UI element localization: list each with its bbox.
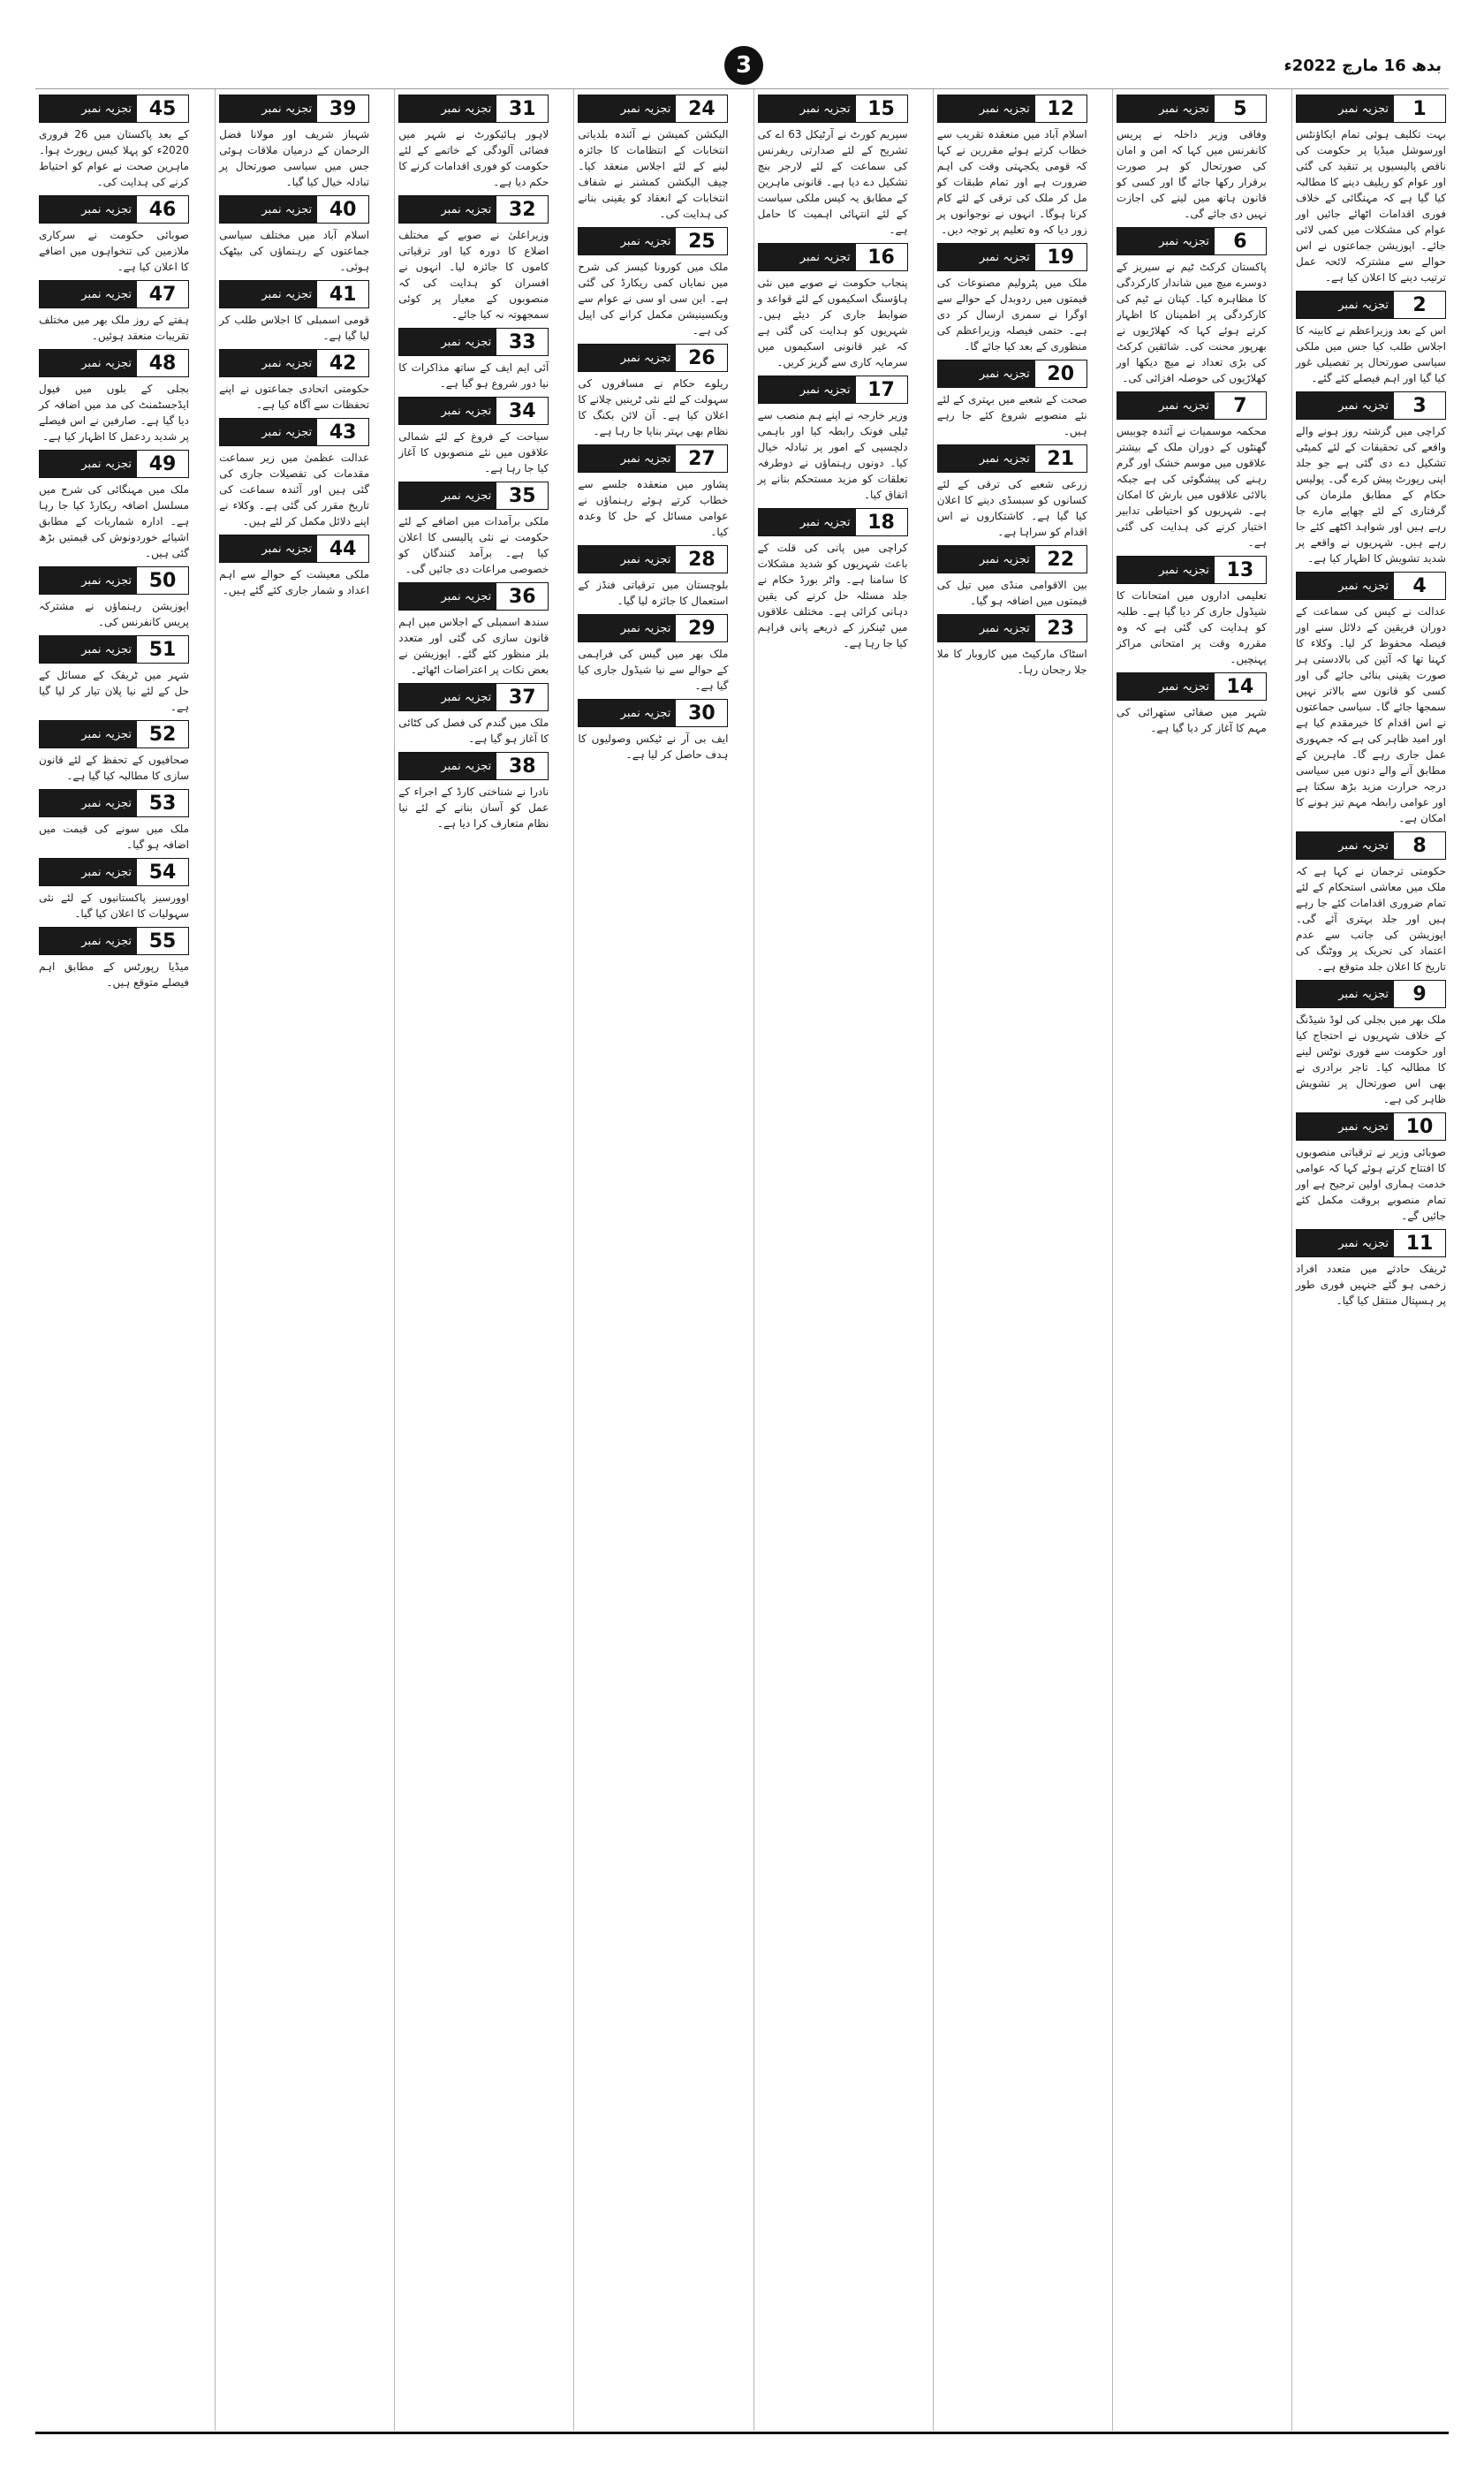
item-number: 49 <box>137 451 188 477</box>
news-item <box>578 699 728 763</box>
item-header <box>758 243 908 271</box>
item-number: 4 <box>1394 573 1445 599</box>
item-body: ملک بھر میں گیس کی فراہمی کے حوالے سے نیا شیڈول جاری کیا گیا ہے۔ <box>578 648 729 692</box>
item-number: 40 <box>317 196 368 223</box>
news-item <box>1296 572 1446 826</box>
item-number: 44 <box>317 535 368 562</box>
news-item <box>219 280 369 344</box>
item-label: تجزیہ نمبر <box>759 244 856 270</box>
item-label: تجزیہ نمبر <box>1297 95 1394 122</box>
item-body: حکومتی اتحادی جماعتوں نے اپنے تحفظات سے آگاہ کیا ہے۔ <box>219 383 370 411</box>
item-body: بلوچستان میں ترقیاتی فنڈز کے استعمال کا جائزہ لیا گیا۔ <box>578 579 729 607</box>
news-item <box>1296 291 1446 386</box>
item-body: ملکی برآمدات میں اضافے کے لئے حکومت نے نئی پالیسی کا اعلان کیا ہے۔ برآمد کنندگان کو خصوصی مراعات دی جائیں گی۔ <box>398 515 549 575</box>
item-label: تجزیہ نمبر <box>1117 228 1215 254</box>
item-number: 42 <box>317 350 368 376</box>
item-number: 9 <box>1394 981 1445 1007</box>
item-body: صوبائی وزیر نے ترقیاتی منصوبوں کا افتتاح کرتے ہوئے کہا کہ عوامی خدمت ہماری اولین ترجیح ہے اور تمام منصوبے بروقت مکمل کئے جائیں گے۔ <box>1296 1146 1446 1222</box>
item-header <box>1296 572 1446 600</box>
item-body: اسلام آباد میں مختلف سیاسی جماعتوں کے رہنماؤں کی بیٹھک ہوئی۔ <box>219 229 370 273</box>
item-number: 41 <box>317 281 368 307</box>
item-header <box>578 545 728 573</box>
column-6 <box>394 89 552 2431</box>
item-number: 34 <box>496 398 548 424</box>
item-header <box>39 195 189 224</box>
item-body: صحت کے شعبے میں بہتری کے لئے نئے منصوبے شروع کئے جا رہے ہیں۔ <box>936 393 1087 437</box>
item-label: تجزیہ نمبر <box>399 329 496 355</box>
item-body: اس کے بعد وزیراعظم نے کابینہ کا اجلاس طلب کیا جس میں ملکی سیاسی صورتحال پر تفصیلی غور کیا گیا اور اہم فیصلے کئے گئے۔ <box>1296 324 1446 384</box>
item-header <box>1117 95 1267 123</box>
news-item <box>758 508 908 651</box>
item-header <box>398 482 549 510</box>
news-item <box>1117 556 1267 667</box>
item-label: تجزیہ نمبر <box>40 95 137 122</box>
edition-date: بدھ 16 مارچ 2022ء <box>1283 57 1442 75</box>
item-number: 52 <box>137 721 188 748</box>
item-label: تجزیہ نمبر <box>1297 292 1394 318</box>
item-label: تجزیہ نمبر <box>399 95 496 122</box>
column-7 <box>215 89 373 2431</box>
item-label: تجزیہ نمبر <box>399 684 496 710</box>
news-item <box>1117 672 1267 736</box>
item-label: تجزیہ نمبر <box>40 196 137 223</box>
item-header <box>578 227 728 255</box>
item-header <box>937 95 1087 123</box>
newspaper-page <box>35 88 1449 2431</box>
news-item <box>39 95 189 190</box>
item-header <box>398 95 549 123</box>
item-number: 13 <box>1215 557 1266 583</box>
item-body: شہر میں ٹریفک کے مسائل کے حل کے لئے نیا پلان تیار کر لیا گیا ہے۔ <box>39 669 189 713</box>
item-header <box>39 720 189 748</box>
item-number: 26 <box>676 345 727 371</box>
item-number: 15 <box>856 95 907 122</box>
item-number: 28 <box>676 546 727 573</box>
news-item <box>39 195 189 275</box>
item-label: تجزیہ نمبر <box>938 95 1035 122</box>
news-item <box>398 195 549 323</box>
news-item <box>398 752 549 831</box>
news-item <box>937 614 1087 678</box>
news-item <box>39 349 189 444</box>
news-item <box>578 614 728 694</box>
news-item <box>39 927 189 990</box>
item-body: ملکی معیشت کے حوالے سے اہم اعداد و شمار جاری کئے گئے ہیں۔ <box>219 568 370 596</box>
item-body: ملک میں پٹرولیم مصنوعات کی قیمتوں میں ردوبدل کے حوالے سے اوگرا نے سمری ارسال کر دی ہے۔ حتمی فیصلہ وزیراعظم کی منظوری کے بعد کیا جائے گا۔ <box>936 277 1087 353</box>
item-body: ملک میں گندم کی فصل کی کٹائی کا آغاز ہو گیا ہے۔ <box>398 717 549 745</box>
item-body: محکمہ موسمیات نے آئندہ چوبیس گھنٹوں کے دوران ملک کے بیشتر علاقوں میں موسم خشک اور گرم رہنے کی پیشگوئی کی ہے جبکہ بالائی علاقوں میں بارش کا امکان ہے۔ شہریوں کو احتیاطی تدابیر اختیار کرنے کی ہدایت کی گئی ہے۔ <box>1116 425 1267 549</box>
item-number: 54 <box>137 859 188 885</box>
item-header <box>219 95 369 123</box>
item-body: ملک بھر میں بجلی کی لوڈ شیڈنگ کے خلاف شہریوں نے احتجاج کیا اور حکومت سے فوری نوٹس لینے کا مطالبہ کیا۔ تاجر برادری نے بھی اس صورتحال پر تشویش ظاہر کی ہے۔ <box>1296 1013 1446 1105</box>
item-body: پنجاب حکومت نے صوبے میں نئی ہاؤسنگ اسکیموں کے لئے قواعد و ضوابط جاری کر دیئے ہیں۔ شہریوں کو ہدایت کی گئی ہے کہ غیر قانونی اسکیموں میں سرمایہ کاری سے گریز کریں۔ <box>757 277 908 368</box>
item-body: صوبائی حکومت نے سرکاری ملازمین کی تنخواہوں میں اضافے کا اعلان کیا ہے۔ <box>39 229 189 273</box>
item-body: ہفتے کے روز ملک بھر میں مختلف تقریبات منعقد ہوئیں۔ <box>39 314 189 342</box>
item-body: ملک میں سونے کی قیمت میں اضافہ ہو گیا۔ <box>39 823 189 851</box>
item-body: زرعی شعبے کی ترقی کے لئے کسانوں کو سبسڈی دینے کا اعلان کیا گیا ہے۔ کاشتکاروں نے اس اقدام کو سراہا ہے۔ <box>936 478 1087 538</box>
item-header <box>39 635 189 664</box>
item-number: 22 <box>1035 546 1086 573</box>
item-label: تجزیہ نمبر <box>938 615 1035 641</box>
news-item <box>219 95 369 190</box>
item-body: اپوزیشن رہنماؤں نے مشترکہ پریس کانفرنس کی۔ <box>39 600 189 628</box>
item-label: تجزیہ نمبر <box>579 615 676 641</box>
news-item <box>1296 831 1446 975</box>
item-label: تجزیہ نمبر <box>220 196 317 223</box>
news-item <box>1296 391 1446 566</box>
item-number: 8 <box>1394 832 1445 859</box>
item-body: پاکستان کرکٹ ٹیم نے سیریز کے دوسرے میچ میں شاندار کارکردگی کا مظاہرہ کیا۔ کپتان نے ٹیم کی کارکردگی پر اطمینان کا اظہار کرتے ہوئے کہا کہ کھلاڑیوں نے بھرپور محنت کی۔ شائقین کرکٹ کی بڑی تعداد نے میچ دیکھا اور کھلاڑیوں کی حوصلہ افزائی کی۔ <box>1116 261 1267 384</box>
item-header <box>1117 227 1267 255</box>
item-number: 14 <box>1215 673 1266 700</box>
item-number: 38 <box>496 753 548 779</box>
item-header <box>1296 980 1446 1008</box>
item-header <box>39 450 189 478</box>
news-item <box>39 789 189 853</box>
news-item <box>1296 980 1446 1107</box>
news-item <box>758 376 908 503</box>
item-body: اسلام آباد میں منعقدہ تقریب سے خطاب کرتے ہوئے مقررین نے کہا کہ قومی یکجہتی وقت کی اہم ضرورت ہے اور تمام طبقات کو مل کر ملک کی ترقی کے لئے کام کرنا ہوگا۔ انہوں نے نوجوانوں پر زور دیا کہ وہ تعلیم پر توجہ دیں۔ <box>936 128 1087 236</box>
item-header <box>1117 391 1267 420</box>
item-number: 47 <box>137 281 188 307</box>
news-item <box>1296 1229 1446 1309</box>
news-item <box>578 545 728 609</box>
item-body: اسٹاک مارکیٹ میں کاروبار کا ملا جلا رجحان رہا۔ <box>936 648 1087 676</box>
item-header <box>219 418 369 446</box>
item-label: تجزیہ نمبر <box>579 700 676 726</box>
item-body: قومی اسمبلی کا اجلاس طلب کر لیا گیا ہے۔ <box>219 314 370 342</box>
news-item <box>758 243 908 370</box>
item-label: تجزیہ نمبر <box>399 196 496 223</box>
item-label: تجزیہ نمبر <box>759 95 856 122</box>
item-number: 16 <box>856 244 907 270</box>
bottom-rule <box>35 2432 1449 2434</box>
item-label: تجزیہ نمبر <box>40 721 137 748</box>
news-item <box>398 482 549 577</box>
item-number: 7 <box>1215 392 1266 419</box>
item-label: تجزیہ نمبر <box>1117 95 1215 122</box>
item-number: 33 <box>496 329 548 355</box>
news-item <box>578 444 728 540</box>
item-header <box>398 195 549 224</box>
news-item <box>758 95 908 238</box>
item-number: 39 <box>317 95 368 122</box>
item-number: 55 <box>137 928 188 954</box>
item-number: 3 <box>1394 392 1445 419</box>
item-label: تجزیہ نمبر <box>579 228 676 254</box>
item-header <box>219 280 369 308</box>
item-header <box>398 582 549 611</box>
item-number: 43 <box>317 419 368 445</box>
item-label: تجزیہ نمبر <box>938 244 1035 270</box>
item-body: الیکشن کمیشن نے آئندہ بلدیاتی انتخابات کے انتظامات کا جائزہ لینے کے لئے اجلاس منعقد کیا۔ چیف الیکشن کمشنر نے شفاف انتخابات کے انعقاد کو یقینی بنانے کی ہدایت کی۔ <box>578 128 729 220</box>
news-item <box>398 95 549 190</box>
news-item <box>937 545 1087 609</box>
news-item <box>398 582 549 678</box>
item-label: تجزیہ نمبر <box>938 445 1035 472</box>
item-body: اوورسیز پاکستانیوں کے لئے نئی سہولیات کا اعلان کیا گیا۔ <box>39 892 189 920</box>
news-item <box>219 418 369 529</box>
item-number: 35 <box>496 482 548 509</box>
item-number: 12 <box>1035 95 1086 122</box>
item-number: 17 <box>856 376 907 403</box>
item-body: صحافیوں کے تحفظ کے لئے قانون سازی کا مطالبہ کیا گیا ہے۔ <box>39 754 189 782</box>
item-label: تجزیہ نمبر <box>938 546 1035 573</box>
item-number: 36 <box>496 583 548 610</box>
item-body: کراچی میں گزشتہ روز ہونے والے واقعے کی تحقیقات کے لئے کمیٹی تشکیل دے دی گئی ہے جو جلد اپنی رپورٹ پیش کرے گی۔ پولیس حکام کے مطابق ملزمان کی گرفتاری کے لئے چھاپے مارے جا رہے ہیں اور شواہد اکٹھے کئے جا رہے ہیں۔ شہریوں نے واقعے پر شدید تشویش کا اظہار کیا ہے۔ <box>1296 425 1446 565</box>
item-label: تجزیہ نمبر <box>1297 573 1394 599</box>
news-item <box>1117 227 1267 386</box>
item-header <box>578 95 728 123</box>
item-header <box>219 195 369 224</box>
item-header <box>219 535 369 563</box>
item-header <box>937 614 1087 642</box>
item-header <box>39 789 189 817</box>
item-body: ملک میں کورونا کیسز کی شرح میں نمایاں کمی ریکارڈ کی گئی ہے۔ این سی او سی نے عوام سے ویکسینیشن مکمل کرانے کی اپیل کی ہے۔ <box>578 261 729 337</box>
column-1 <box>1291 89 1450 2431</box>
item-number: 10 <box>1394 1113 1445 1140</box>
news-item <box>1296 95 1446 285</box>
item-label: تجزیہ نمبر <box>220 350 317 376</box>
item-number: 6 <box>1215 228 1266 254</box>
column-8 <box>35 89 193 2431</box>
item-body: ٹریفک حادثے میں متعدد افراد زخمی ہو گئے جنہیں فوری طور پر ہسپتال منتقل کیا گیا۔ <box>1296 1263 1446 1307</box>
item-label: تجزیہ نمبر <box>399 398 496 424</box>
item-number: 48 <box>137 350 188 376</box>
item-header <box>39 349 189 377</box>
item-body: ریلوے حکام نے مسافروں کی سہولت کے لئے نئی ٹرینیں چلانے کا اعلان کیا ہے۔ آن لائن بکنگ کا نظام بھی بہتر بنایا جا رہا ہے۔ <box>578 377 729 437</box>
item-number: 19 <box>1035 244 1086 270</box>
item-body: کراچی میں پانی کی قلت کے باعث شہریوں کو شدید مشکلات کا سامنا ہے۔ واٹر بورڈ حکام نے جلد مسئلہ حل کرنے کی یقین دہانی کرائی ہے۔ مختلف علاقوں میں ٹینکرز کے ذریعے پانی فراہم کیا جا رہا ہے۔ <box>757 542 908 649</box>
news-item <box>1296 1112 1446 1224</box>
item-body: وزیر خارجہ نے اپنے ہم منصب سے ٹیلی فونک رابطہ کیا اور باہمی دلچسپی کے امور پر تبادلہ خیال کیا۔ دونوں رہنماؤں نے دوطرفہ تعلقات کو مزید مستحکم بنانے پر اتفاق کیا۔ <box>757 409 908 501</box>
column-4 <box>753 89 912 2431</box>
item-label: تجزیہ نمبر <box>220 419 317 445</box>
news-item <box>937 444 1087 540</box>
news-item <box>39 720 189 784</box>
item-body: تعلیمی اداروں میں امتحانات کا شیڈول جاری کر دیا گیا ہے۔ طلبہ کو ہدایت کی گئی ہے کہ وہ مقررہ وقت پر امتحانی مراکز پہنچیں۔ <box>1116 589 1267 665</box>
item-label: تجزیہ نمبر <box>759 509 856 535</box>
item-body: عدالت عظمیٰ میں زیر سماعت مقدمات کی تفصیلات جاری کی گئی ہیں اور آئندہ سماعت کی تاریخ مقرر کی گئی ہے۔ وکلاء نے اپنے دلائل مکمل کر لئے ہیں۔ <box>219 452 370 527</box>
item-header <box>578 699 728 727</box>
item-label: تجزیہ نمبر <box>220 95 317 122</box>
item-number: 21 <box>1035 445 1086 472</box>
item-header <box>1296 1112 1446 1141</box>
item-header <box>398 397 549 425</box>
item-header <box>758 376 908 404</box>
column-3 <box>933 89 1091 2431</box>
item-label: تجزیہ نمبر <box>1117 673 1215 700</box>
item-header <box>39 566 189 595</box>
item-label: تجزیہ نمبر <box>1117 557 1215 583</box>
item-header <box>758 508 908 536</box>
item-label: تجزیہ نمبر <box>399 583 496 610</box>
item-header <box>1117 672 1267 701</box>
news-item <box>39 450 189 561</box>
item-body: ایف بی آر نے ٹیکس وصولیوں کا ہدف حاصل کر لیا ہے۔ <box>578 732 729 761</box>
item-number: 5 <box>1215 95 1266 122</box>
item-label: تجزیہ نمبر <box>40 567 137 594</box>
item-body: سندھ اسمبلی کے اجلاس میں اہم قانون سازی کی گئی اور متعدد بلز منظور کئے گئے۔ اپوزیشن نے بعض نکات پر اعتراضات اٹھائے۔ <box>398 616 549 676</box>
news-item <box>1117 391 1267 550</box>
item-number: 1 <box>1394 95 1445 122</box>
item-label: تجزیہ نمبر <box>40 859 137 885</box>
item-body: بہت تکلیف ہوئی تمام ایکاؤنٹس اورسوشل میڈیا پر حکومت کی ناقص پالیسیوں پر تنقید کی گئی اور عوام کو ریلیف دینے کا مطالبہ کیا گیا ہے کہ مہنگائی کے خلاف فوری اقدامات اٹھائے جائیں اور عوام کی مشکلات میں کمی لائی جائے۔ اپوزیشن جماعتوں نے اس حوالے سے مشترکہ لائحہ عمل ترتیب دینے کا اعلان کیا ہے۔ <box>1296 128 1446 284</box>
item-label: تجزیہ نمبر <box>579 445 676 472</box>
item-label: تجزیہ نمبر <box>938 360 1035 387</box>
news-item <box>219 349 369 413</box>
news-item <box>937 360 1087 439</box>
item-body: بجلی کے بلوں میں فیول ایڈجسٹمنٹ کی مد میں اضافہ کر دیا گیا ہے۔ صارفین نے اس فیصلے پر شدید ردعمل کا اظہار کیا ہے۔ <box>39 383 189 443</box>
item-header <box>39 280 189 308</box>
item-number: 37 <box>496 684 548 710</box>
page-number-badge: 3 <box>724 46 763 85</box>
item-body: ملک میں مہنگائی کی شرح میں مسلسل اضافہ ریکارڈ کیا جا رہا ہے۔ ادارہ شماریات کے مطابق اشیائے خوردونوش کی قیمتیں بڑھ گئی ہیں۔ <box>39 483 189 559</box>
item-number: 30 <box>676 700 727 726</box>
item-number: 32 <box>496 196 548 223</box>
item-body: وفاقی وزیر داخلہ نے پریس کانفرنس میں کہا کہ امن و امان کی صورتحال کو ہر صورت برقرار رکھا جائے گا اور کسی کو قانون ہاتھ میں لینے کی اجازت نہیں دی جائے گی۔ <box>1116 128 1267 220</box>
item-label: تجزیہ نمبر <box>1297 981 1394 1007</box>
item-body: سیاحت کے فروغ کے لئے شمالی علاقوں میں نئے منصوبوں کا آغاز کیا جا رہا ہے۔ <box>398 430 549 474</box>
item-label: تجزیہ نمبر <box>40 350 137 376</box>
item-label: تجزیہ نمبر <box>220 281 317 307</box>
item-body: آئی ایم ایف کے ساتھ مذاکرات کا نیا دور شروع ہو گیا ہے۔ <box>398 361 549 390</box>
item-body: عدالت نے کیس کی سماعت کے دوران فریقین کے دلائل سنے اور فیصلہ محفوظ کر لیا۔ وکلاء کا کہنا تھا کہ آئین کی بالادستی ہر صورت یقینی بنائی جائے گی اور کسی کو قانون سے بالاتر نہیں سمجھا جائے گا۔ سیاسی جماعتوں نے اس اقدام کا خیرمقدم کیا ہے اور امید ظاہر کی ہے کہ جمہوری عمل جاری رہے گا۔ ماہرین کے مطابق آنے والے دنوں میں سیاسی درجہ حرارت مزید بڑھ سکتا ہے اور عوامی رابطہ مہم تیز ہونے کا امکان ہے۔ <box>1296 605 1446 824</box>
item-number: 23 <box>1035 615 1086 641</box>
item-number: 46 <box>137 196 188 223</box>
item-header <box>39 858 189 886</box>
item-number: 45 <box>137 95 188 122</box>
item-label: تجزیہ نمبر <box>40 928 137 954</box>
news-item <box>39 280 189 344</box>
item-number: 2 <box>1394 292 1445 318</box>
item-label: تجزیہ نمبر <box>1297 392 1394 419</box>
item-header <box>937 243 1087 271</box>
item-header <box>1296 831 1446 860</box>
item-body: پشاور میں منعقدہ جلسے سے خطاب کرتے ہوئے رہنماؤں نے عوامی مسائل کے حل کا وعدہ کیا۔ <box>578 478 729 538</box>
news-item <box>219 195 369 275</box>
news-item <box>937 95 1087 238</box>
item-header <box>578 614 728 642</box>
news-item <box>39 635 189 715</box>
item-number: 29 <box>676 615 727 641</box>
item-label: تجزیہ نمبر <box>759 376 856 403</box>
news-item <box>398 328 549 391</box>
news-item <box>578 95 728 222</box>
item-number: 24 <box>676 95 727 122</box>
item-number: 31 <box>496 95 548 122</box>
item-body: کے بعد پاکستان میں 26 فروری 2020ء کو پہلا کیس رپورٹ ہوا۔ ماہرین صحت نے عوام کو احتیاط کرنے کی ہدایت کی۔ <box>39 128 189 188</box>
news-item <box>578 344 728 439</box>
item-body: شہباز شریف اور مولانا فضل الرحمان کے درمیان ملاقات ہوئی جس میں سیاسی صورتحال پر تبادلہ خیال کیا گیا۔ <box>219 128 370 188</box>
news-item <box>1117 95 1267 222</box>
item-header <box>937 360 1087 388</box>
item-label: تجزیہ نمبر <box>579 95 676 122</box>
item-label: تجزیہ نمبر <box>40 451 137 477</box>
item-number: 11 <box>1394 1230 1445 1256</box>
item-number: 51 <box>137 636 188 663</box>
item-body: وزیراعلیٰ نے صوبے کے مختلف اضلاع کا دورہ کیا اور ترقیاتی کاموں کا جائزہ لیا۔ انہوں نے افسران کو ہدایت کی کہ منصوبوں کے معیار پر کوئی سمجھوتہ نہ کیا جائے۔ <box>398 229 549 321</box>
item-header <box>1296 291 1446 319</box>
item-number: 53 <box>137 790 188 816</box>
item-label: تجزیہ نمبر <box>1297 832 1394 859</box>
item-label: تجزیہ نمبر <box>399 482 496 509</box>
news-item <box>578 227 728 338</box>
item-number: 25 <box>676 228 727 254</box>
item-header <box>937 444 1087 473</box>
item-body: حکومتی ترجمان نے کہا ہے کہ ملک میں معاشی استحکام کے لئے تمام ضروری اقدامات کئے جا رہے ہیں اور جلد بہتری آئے گی۔ اپوزیشن کی جانب سے عدم اعتماد کی تحریک پر ووٹنگ کی تاریخ کا اعلان جلد متوقع ہے۔ <box>1296 865 1446 973</box>
item-label: تجزیہ نمبر <box>579 546 676 573</box>
item-label: تجزیہ نمبر <box>1297 1230 1394 1256</box>
item-header <box>1296 391 1446 420</box>
item-label: تجزیہ نمبر <box>40 790 137 816</box>
column-2 <box>1112 89 1270 2431</box>
item-header <box>398 328 549 356</box>
item-body: نادرا نے شناختی کارڈ کے اجراء کے عمل کو آسان بنانے کے لئے نیا نظام متعارف کرا دیا ہے۔ <box>398 785 549 830</box>
item-label: تجزیہ نمبر <box>579 345 676 371</box>
news-item <box>39 858 189 922</box>
item-label: تجزیہ نمبر <box>40 636 137 663</box>
item-label: تجزیہ نمبر <box>1297 1113 1394 1140</box>
item-body: لاہور ہائیکورٹ نے شہر میں فضائی آلودگی کے خاتمے کے لئے حکومت کو فوری اقدامات کرنے کا حکم دیا ہے۔ <box>398 128 549 188</box>
item-header <box>39 927 189 955</box>
item-header <box>937 545 1087 573</box>
news-item <box>39 566 189 630</box>
item-number: 20 <box>1035 360 1086 387</box>
item-body: بین الاقوامی منڈی میں تیل کی قیمتوں میں اضافہ ہو گیا۔ <box>936 579 1087 607</box>
item-header <box>219 349 369 377</box>
news-item <box>219 535 369 598</box>
item-header <box>398 752 549 780</box>
item-number: 27 <box>676 445 727 472</box>
news-item <box>398 397 549 476</box>
item-number: 18 <box>856 509 907 535</box>
item-header <box>39 95 189 123</box>
news-item <box>398 683 549 747</box>
item-header <box>1117 556 1267 584</box>
item-header <box>578 444 728 473</box>
item-body: سپریم کورٹ نے آرٹیکل 63 اے کی تشریح کے لئے صدارتی ریفرنس کی سماعت کے لئے لارجر بنچ تشکیل دے دیا ہے۔ قانونی ماہرین کے مطابق یہ کیس ملکی سیاست کے لئے انتہائی اہمیت کا حامل ہے۔ <box>757 128 908 236</box>
item-body: شہر میں صفائی ستھرائی کی مہم کا آغاز کر دیا گیا ہے۔ <box>1116 706 1267 734</box>
item-header <box>758 95 908 123</box>
item-body: میڈیا رپورٹس کے مطابق اہم فیصلے متوقع ہیں۔ <box>39 960 189 989</box>
item-header <box>1296 95 1446 123</box>
item-header <box>578 344 728 372</box>
item-header <box>398 683 549 711</box>
item-label: تجزیہ نمبر <box>40 281 137 307</box>
item-label: تجزیہ نمبر <box>1117 392 1215 419</box>
item-number: 50 <box>137 567 188 594</box>
item-label: تجزیہ نمبر <box>399 753 496 779</box>
news-item <box>937 243 1087 354</box>
item-header <box>1296 1229 1446 1257</box>
column-5 <box>573 89 731 2431</box>
item-label: تجزیہ نمبر <box>220 535 317 562</box>
